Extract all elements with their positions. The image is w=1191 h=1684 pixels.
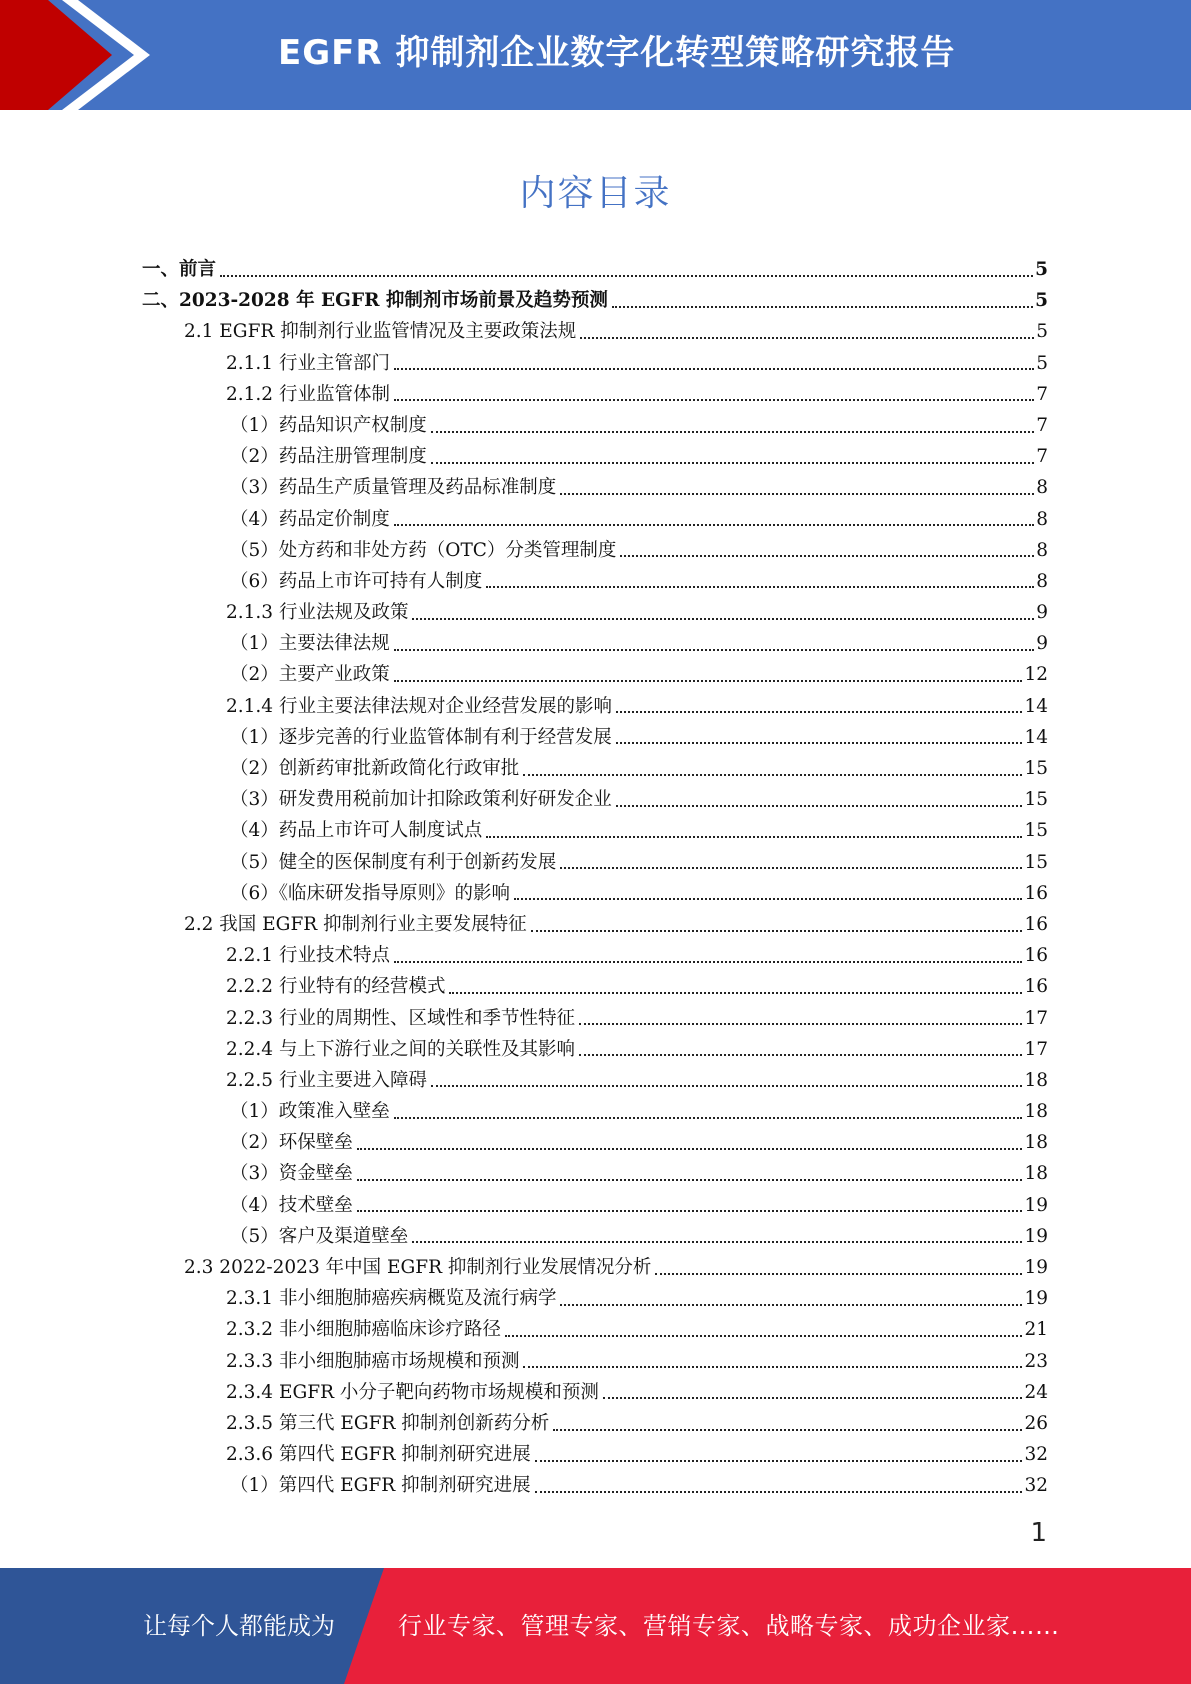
toc-entry-page: 8 [1036,477,1048,499]
toc-entry-page: 9 [1036,602,1048,624]
toc-dot-leader [357,1179,1023,1181]
toc-entry-page: 12 [1024,664,1048,686]
toc-entry[interactable] [142,1096,1048,1127]
toc-entry-label: （4）技术壁垒 [230,1194,353,1216]
toc-entry-page: 15 [1024,851,1048,873]
toc-entry[interactable] [142,1439,1048,1470]
toc-dot-leader [655,1273,1022,1275]
toc-entry[interactable] [142,1158,1048,1189]
toc-entry-page: 7 [1036,383,1048,405]
toc-dot-leader [620,555,1034,557]
toc-entry-label: 2.3.4 EGFR 小分子靶向药物市场规模和预测 [226,1381,599,1403]
toc-entry-page: 32 [1024,1475,1048,1497]
toc-entry[interactable] [142,1221,1048,1252]
toc-entry[interactable] [142,597,1048,628]
page-number: 1 [1030,1518,1047,1548]
toc-entry[interactable] [142,909,1048,940]
toc-dot-leader [394,680,1023,682]
toc-entry-page: 8 [1036,570,1048,592]
toc-entry[interactable] [142,1346,1048,1377]
toc-entry[interactable] [142,1314,1048,1345]
toc-entry-label: 2.3 2022-2023 年中国 EGFR 抑制剂行业发展情况分析 [184,1257,652,1278]
toc-dot-leader [505,1335,1022,1337]
toc-entry[interactable] [142,1408,1048,1439]
toc-entry[interactable] [142,1003,1048,1034]
toc-dot-leader [514,898,1022,900]
toc-entry-page: 18 [1024,1163,1048,1185]
toc-entry[interactable] [142,971,1048,1002]
toc-entry-page: 17 [1024,1038,1048,1060]
toc-entry-label: 2.3.1 非小细胞肺癌疾病概览及流行病学 [226,1288,557,1310]
toc-entry-page: 16 [1024,945,1048,967]
toc-entry-page: 18 [1024,1132,1048,1154]
toc-entry-page: 24 [1024,1381,1048,1403]
header-chevron-icon [0,0,160,110]
toc-entry-label: （4）药品定价制度 [230,508,390,530]
toc-dot-leader [394,524,1034,526]
toc-dot-leader [553,1429,1022,1431]
toc-entry-page: 15 [1024,820,1048,842]
toc-dot-leader [535,1491,1023,1493]
toc-entry-label: 2.3.2 非小细胞肺癌临床诊疗路径 [226,1319,501,1341]
toc-dot-leader [486,836,1022,838]
toc-entry-page: 7 [1036,446,1048,468]
toc-entry-page: 19 [1024,1288,1048,1310]
toc-dot-leader [394,961,1022,963]
toc-dot-leader [449,992,1022,994]
toc-entry-label: （4）药品上市许可人制度试点 [230,820,483,842]
toc-entry-label: 2.2 我国 EGFR 抑制剂行业主要发展特征 [184,913,527,935]
toc-dot-leader [394,368,1034,370]
toc-entry-label: 2.3.3 非小细胞肺癌市场规模和预测 [226,1350,520,1372]
toc-entry-page: 5 [1035,259,1048,280]
toc-dot-leader [560,493,1034,495]
toc-dot-leader [523,774,1022,776]
toc-entry-page: 19 [1024,1194,1048,1216]
toc-dot-leader [535,1460,1023,1462]
toc-dot-leader [394,1117,1023,1119]
toc-entry[interactable] [142,285,1048,316]
toc-entry[interactable] [142,1470,1048,1501]
toc-entry-page: 26 [1024,1412,1048,1434]
toc-entry[interactable] [142,535,1048,566]
toc-dot-leader [431,462,1034,464]
toc-entry-label: 2.2.4 与上下游行业之间的关联性及其影响 [226,1038,575,1060]
toc-entry-page: 15 [1024,789,1048,811]
toc-entry-page: 8 [1036,539,1048,561]
toc-entry[interactable] [142,1065,1048,1096]
toc-entry[interactable] [142,940,1048,971]
toc-entry-label: （2）药品注册管理制度 [230,446,427,468]
toc-entry-label: （1）政策准入壁垒 [230,1101,390,1123]
toc-entry-page: 32 [1024,1444,1048,1466]
toc-dot-leader [616,742,1023,744]
toc-dot-leader [357,1210,1023,1212]
toc-dot-leader [357,1148,1023,1150]
toc-entry[interactable] [142,1252,1048,1283]
toc-entry-label: 二、2023-2028 年 EGFR 抑制剂市场前景及趋势预测 [142,290,608,312]
toc-entry[interactable] [142,472,1048,503]
toc-entry[interactable] [142,1377,1048,1408]
toc-entry[interactable] [142,566,1048,597]
toc-entry-label: （3）研发费用税前加计扣除政策利好研发企业 [230,789,612,811]
toc-entry-label: （1）第四代 EGFR 抑制剂研究进展 [230,1475,531,1497]
toc-entry[interactable] [142,348,1048,379]
toc-entry[interactable] [142,410,1048,441]
page-footer [0,1568,1191,1684]
toc-entry[interactable] [142,815,1048,846]
toc-entry-page: 8 [1036,508,1048,530]
toc-dot-leader [579,1023,1022,1025]
toc-entry-page: 7 [1036,414,1048,436]
toc-entry-page: 16 [1024,976,1048,998]
report-title: EGFR 抑制剂企业数字化转型策略研究报告 [278,33,956,73]
toc-entry-label: （6）药品上市许可持有人制度 [230,570,483,592]
toc-entry[interactable] [142,784,1048,815]
toc-entry-label: 2.1.3 行业法规及政策 [226,602,409,624]
toc-dot-leader [431,431,1034,433]
toc-entry-label: 2.1.2 行业监管体制 [226,383,390,405]
toc-dot-leader [394,649,1034,651]
toc-heading: 内容目录 [519,173,672,214]
footer-slogan-right: 行业专家、管理专家、营销专家、战略专家、成功企业家…… [398,1612,1060,1640]
toc-entry-label: （6）《临床研发指导原则》的影响 [230,882,511,904]
toc-dot-leader [616,711,1022,713]
toc-entry[interactable] [142,1190,1048,1221]
toc-entry-page: 5 [1036,321,1048,343]
toc-entry-label: （1）主要法律法规 [230,633,390,655]
toc-entry-page: 9 [1036,633,1048,655]
toc-entry-label: （1）药品知识产权制度 [230,414,427,436]
toc-dot-leader [560,867,1022,869]
toc-entry-page: 19 [1024,1257,1048,1278]
toc-dot-leader [531,930,1023,932]
toc-dot-leader [579,1054,1022,1056]
toc-entry[interactable] [142,691,1048,722]
toc-entry-page: 14 [1024,695,1048,717]
toc-entry-label: （2）主要产业政策 [230,664,390,686]
toc-entry-label: 2.2.3 行业的周期性、区域性和季节性特征 [226,1007,575,1029]
toc-entry[interactable] [142,316,1048,347]
toc-entry-label: （5）客户及渠道壁垒 [230,1225,409,1247]
toc-entry-page: 5 [1035,290,1048,312]
toc-entry-label: 2.3.6 第四代 EGFR 抑制剂研究进展 [226,1444,531,1466]
table-of-contents [142,254,1048,1502]
toc-dot-leader [560,1304,1022,1306]
footer-slogan-left: 让每个人都能成为 [143,1612,335,1640]
toc-entry[interactable] [142,1034,1048,1065]
toc-entry-label: （5）处方药和非处方药（OTC）分类管理制度 [230,539,617,561]
toc-entry-page: 16 [1024,882,1048,904]
toc-entry-page: 21 [1024,1319,1048,1341]
toc-dot-leader [486,586,1034,588]
toc-entry[interactable] [142,628,1048,659]
toc-dot-leader [394,399,1034,401]
toc-entry-label: （1）逐步完善的行业监管体制有利于经营发展 [230,726,612,748]
toc-dot-leader [523,1366,1022,1368]
toc-entry-label: （5）健全的医保制度有利于创新药发展 [230,851,557,873]
toc-dot-leader [220,275,1033,277]
toc-entry-page: 18 [1024,1101,1048,1123]
toc-entry[interactable] [142,504,1048,535]
toc-entry-page: 18 [1024,1069,1048,1091]
toc-entry-label: 2.1 EGFR 抑制剂行业监管情况及主要政策法规 [184,321,577,343]
toc-entry[interactable] [142,722,1048,753]
toc-entry-label: （2）创新药审批新政简化行政审批 [230,758,520,779]
toc-dot-leader [412,1241,1022,1243]
page-header [0,0,1191,110]
toc-dot-leader [580,337,1034,339]
toc-entry-page: 16 [1024,913,1048,935]
toc-entry-page: 15 [1024,758,1048,779]
toc-entry-label: 2.2.2 行业特有的经营模式 [226,976,446,998]
toc-entry[interactable] [142,1127,1048,1158]
toc-entry[interactable] [142,659,1048,690]
toc-entry-page: 14 [1024,726,1048,748]
toc-entry[interactable] [142,753,1048,784]
toc-entry[interactable] [142,254,1048,285]
toc-dot-leader [603,1397,1023,1399]
toc-entry-label: 2.1.1 行业主管部门 [226,352,390,374]
toc-entry-page: 5 [1036,352,1048,374]
toc-dot-leader [431,1085,1022,1087]
toc-entry-label: 一、前言 [142,259,217,280]
toc-entry-page: 17 [1024,1007,1048,1029]
toc-entry-label: 2.1.4 行业主要法律法规对企业经营发展的影响 [226,695,612,717]
toc-entry[interactable] [142,1283,1048,1314]
toc-entry-label: （2）环保壁垒 [230,1132,353,1154]
toc-entry-label: 2.2.5 行业主要进入障碍 [226,1069,427,1091]
toc-entry-label: 2.2.1 行业技术特点 [226,945,390,967]
toc-entry-page: 19 [1024,1225,1048,1247]
toc-entry-label: （3）药品生产质量管理及药品标准制度 [230,477,557,499]
toc-entry[interactable] [142,847,1048,878]
toc-entry-label: 2.3.5 第三代 EGFR 抑制剂创新药分析 [226,1412,550,1434]
toc-entry[interactable] [142,379,1048,410]
toc-dot-leader [412,618,1034,620]
toc-dot-leader [612,306,1033,308]
toc-entry-page: 23 [1024,1350,1048,1372]
toc-entry[interactable] [142,441,1048,472]
toc-entry[interactable] [142,878,1048,909]
toc-entry-label: （3）资金壁垒 [230,1163,353,1185]
toc-dot-leader [616,805,1023,807]
